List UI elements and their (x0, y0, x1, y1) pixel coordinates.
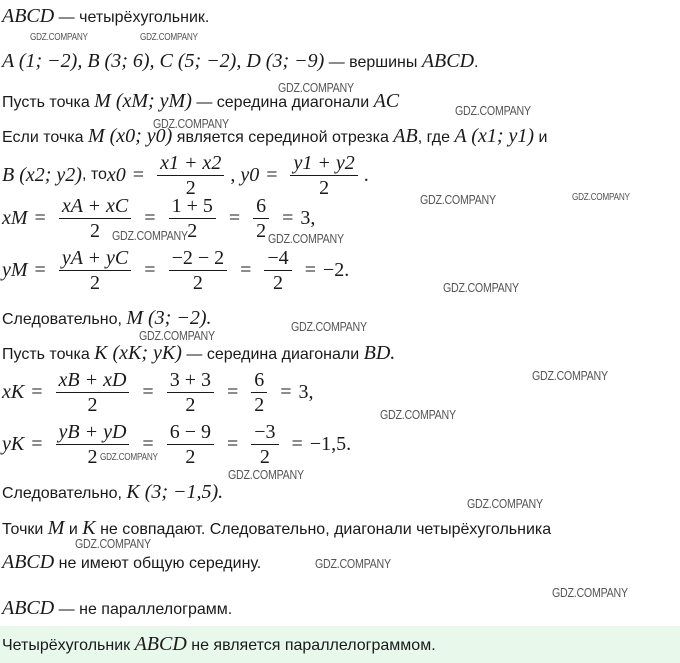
watermark: GDZ.COMPANY (100, 452, 158, 463)
text-span: Пусть точка (2, 94, 95, 111)
math-var: yM (2, 258, 28, 281)
watermark: GDZ.COMPANY (420, 192, 496, 207)
watermark: GDZ.COMPANY (552, 585, 628, 600)
text-span: не совпадают. Следовательно, диагонали четырёхугольника (95, 521, 552, 538)
fraction: $\frac{y1 + y2}{2}$ (290, 152, 357, 199)
fraction: $\frac{xA + xC}{2}$ (59, 195, 131, 242)
fraction: $\frac{3 + 3}{2}$ (167, 369, 214, 416)
math-inline: ABCD (2, 597, 55, 619)
text-span: и (534, 129, 548, 146)
fraction: $\frac{6 - 9}{2}$ (167, 421, 214, 468)
watermark: GDZ.COMPANY (467, 496, 543, 511)
watermark: GDZ.COMPANY (443, 280, 519, 295)
fraction: $\frac{6}{2}$ (253, 195, 269, 242)
math-inline: M (3; −2). (126, 307, 212, 329)
math-result: −1,5. (309, 432, 352, 455)
math-var: yK (2, 432, 25, 455)
text-line (2, 598, 232, 620)
watermark: GDZ.COMPANY (291, 319, 367, 334)
math-inline: BD. (363, 342, 396, 364)
fraction: $\frac{-3}{2}$ (251, 421, 278, 468)
math-result: −2. (322, 258, 350, 281)
math-inline: M (47, 517, 65, 539)
fraction: $\frac{1 + 5}{2}$ (169, 195, 216, 242)
watermark: GDZ.COMPANY (278, 80, 354, 95)
text-span: Четырёхугольник (2, 637, 135, 654)
text-line (2, 6, 209, 28)
text-line (2, 51, 479, 73)
watermark: GDZ.COMPANY (30, 32, 88, 43)
math-inline: AC (373, 90, 400, 112)
fraction: $\frac{xB + xD}{2}$ (56, 369, 130, 416)
watermark: GDZ.COMPANY (75, 536, 151, 551)
answer-box (0, 626, 680, 663)
fraction: $\frac{-4}{2}$ (264, 247, 291, 294)
math-var: xM (2, 206, 28, 229)
text-span: Следовательно, (2, 311, 127, 328)
answer-line (2, 634, 436, 656)
text-span: — четырёхугольник. (54, 9, 210, 26)
fraction: $\frac{-2 - 2}{2}$ (169, 247, 228, 294)
math-result: 3, (300, 206, 316, 229)
formula-midpoint: B (x2; y2) , то x0 = $\frac{x1 + x2}{2}$ , y0 = $\frac{y1 + y2}{2}$ . (2, 151, 369, 199)
fraction: $\frac{yA + yC}{2}$ (59, 247, 131, 294)
text-span: является серединой отрезка (172, 129, 394, 146)
fraction: $\frac{yB + yD}{2}$ (56, 421, 130, 468)
formula-xk: xK = $\frac{xB + xD}{2}$ = $\frac{3 + 3}{2}$ = $\frac{6}{2}$ = 3, (2, 368, 314, 416)
formula-ym: yM = $\frac{yA + yC}{2}$ = $\frac{-2 - 2}{2}$ = $\frac{-4}{2}$ = −2. (2, 246, 350, 294)
text-span: и (64, 521, 83, 538)
text-span: , где (417, 129, 455, 146)
text-span: Точки (2, 521, 48, 538)
watermark: GDZ.COMPANY (153, 116, 229, 131)
text-span: Следовательно, (2, 485, 127, 502)
math-inline: ABCD (2, 5, 55, 27)
watermark: GDZ.COMPANY (140, 32, 198, 43)
watermark: GDZ.COMPANY (532, 368, 608, 383)
math-var: xK (2, 380, 25, 403)
fraction: $\frac{x1 + x2}{2}$ (157, 152, 224, 199)
text-span: Если точка (2, 129, 88, 146)
math-inline: ABCD (134, 633, 187, 655)
math-inline: B (x2; y2) (2, 163, 82, 186)
math-inline: AB (393, 125, 418, 147)
math-inline: K (3; −1,5). (126, 481, 224, 503)
text-span: не имеют общую середину. (54, 555, 262, 572)
watermark: GDZ.COMPANY (112, 228, 188, 243)
math-inline: M (xM; yM) (94, 90, 192, 112)
watermark: GDZ.COMPANY (572, 192, 630, 203)
watermark: GDZ.COMPANY (455, 103, 531, 118)
formula-xm: xM = $\frac{xA + xC}{2}$ = $\frac{1 + 5}{2}$ = $\frac{6}{2}$ = 3, (2, 194, 316, 242)
math-inline: M (x0; y0) (87, 125, 173, 147)
math-inline: ABCD (421, 50, 475, 72)
watermark: GDZ.COMPANY (228, 467, 304, 482)
math-inline: K (82, 517, 96, 539)
watermark: GDZ.COMPANY (139, 328, 215, 343)
fraction: $\frac{6}{2}$ (251, 369, 267, 416)
text-span: , то (81, 166, 107, 183)
watermark: GDZ.COMPANY (380, 407, 456, 422)
math-inline: A (x1; y1) (454, 125, 535, 147)
text-span: Пусть точка (2, 346, 95, 363)
math-var: y0 (240, 163, 260, 186)
text-span: не является параллелограммом. (186, 637, 436, 654)
formula-yk: yK = $\frac{yB + yD}{2}$ = $\frac{6 - 9}{2}$ = $\frac{-3}{2}$ = −1,5. (2, 420, 352, 468)
math-inline: K (xK; yK) (94, 342, 182, 364)
text-span: . (474, 54, 479, 71)
text-line (2, 552, 261, 574)
text-line (2, 343, 395, 365)
watermark: GDZ.COMPANY (315, 556, 391, 571)
text-line (2, 308, 212, 330)
text-span: — середина диагонали (181, 346, 364, 363)
watermark: GDZ.COMPANY (268, 231, 344, 246)
text-span: — не параллелограмм. (54, 601, 233, 618)
text-line (2, 126, 547, 148)
text-line (2, 482, 223, 504)
math-result: 3, (298, 380, 314, 403)
text-span: — середина диагонали (191, 94, 374, 111)
text-span: — вершины (324, 54, 422, 71)
math-var: x0 (106, 163, 126, 186)
math-inline: ABCD (2, 551, 55, 573)
math-inline: A (1; −2), B (3; 6), C (5; −2), D (3; −9) (2, 50, 325, 72)
